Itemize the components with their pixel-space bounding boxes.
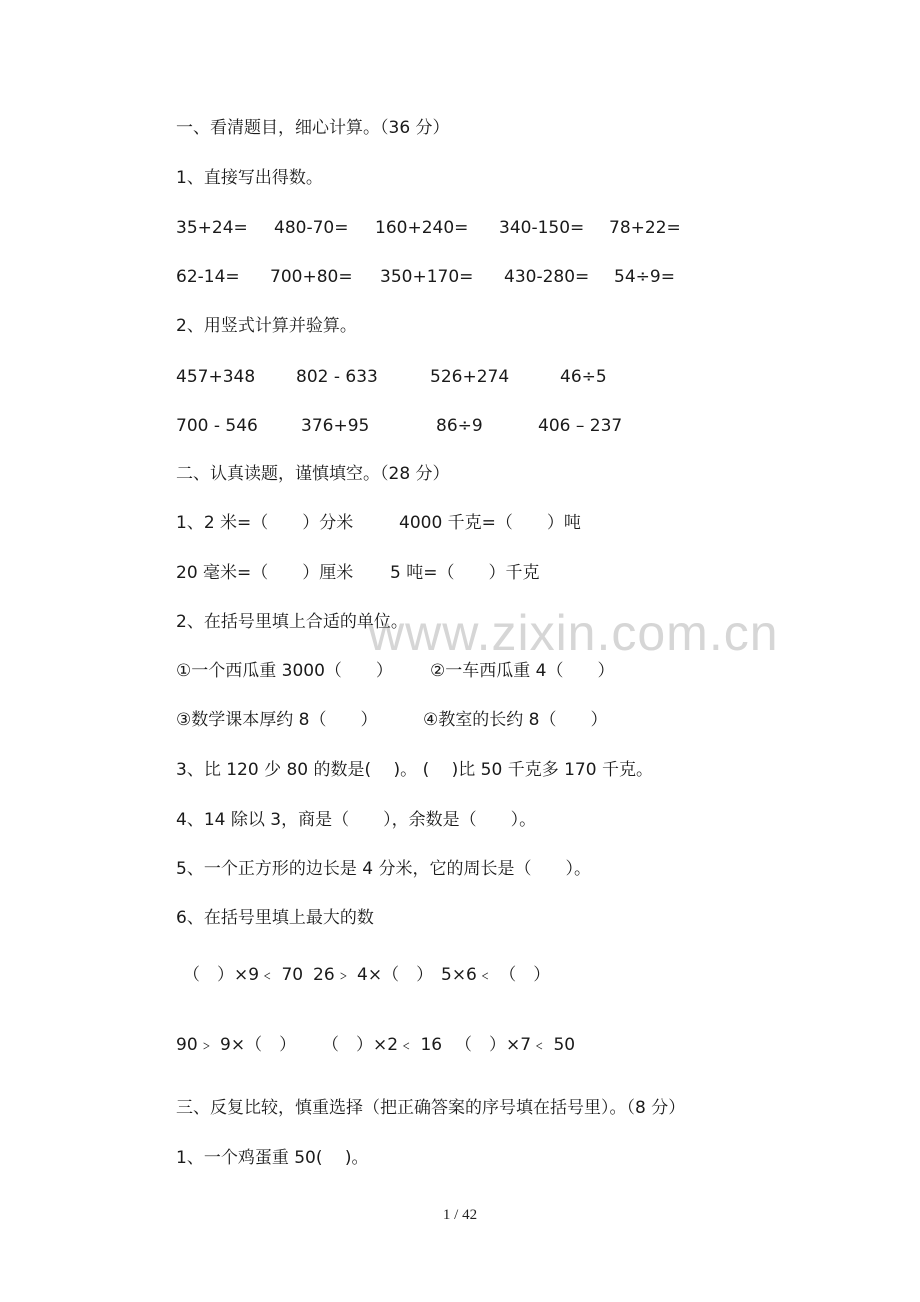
- s2-q6-r2-c1: 90﹥ 9×（ ）: [176, 1035, 297, 1055]
- s2-q1-r1-c1: 1、2 米=（ ）分米: [176, 513, 354, 533]
- s1-q1-r2-c5: 54÷9=: [614, 267, 675, 287]
- s2-q2-r1-c1: ①一个西瓜重 3000（ ）: [176, 661, 393, 681]
- s2-q2-r2-c2: ④教室的长约 8（ ）: [423, 710, 608, 730]
- section3-heading: 三、反复比较，慎重选择（把正确答案的序号填在括号里）。（8 分）: [176, 1098, 686, 1118]
- s2-q6-r2-c2: （ ）×2﹤ 16: [322, 1035, 443, 1055]
- s1-q1-r1-c1: 35+24=: [176, 218, 248, 238]
- s2-q3: 3、比 120 少 80 的数是( )。 ( )比 50 千克多 170 千克。: [176, 760, 653, 780]
- s1-q1-r1-c4: 340-150=: [499, 218, 585, 238]
- s2-q6-r1-c3: 5×6﹤ （ ）: [441, 965, 551, 985]
- s1-q2-r2-c2: 376+95: [301, 416, 370, 436]
- s1-q1-r1-c2: 480-70=: [274, 218, 349, 238]
- page-current: 1: [442, 1207, 451, 1223]
- s1-q2-r1-c2: 802 - 633: [296, 367, 378, 387]
- s1-q2-r1-c4: 46÷5: [560, 367, 607, 387]
- s1-q1-r2-c4: 430-280=: [504, 267, 590, 287]
- s2-q1-r2-c1: 20 毫米=（ ）厘米: [176, 563, 354, 583]
- s1-q1-r2-c1: 62-14=: [176, 267, 240, 287]
- s1-q2-r2-c3: 86÷9: [436, 416, 483, 436]
- watermark-text: www.zixin.com.cn: [368, 605, 779, 661]
- s2-q1-r2-c2: 5 吨=（ ）千克: [390, 563, 540, 583]
- s1-q2-r1-c1: 457+348: [176, 367, 256, 387]
- s1-q1-r2-c2: 700+80=: [270, 267, 353, 287]
- s2-q6-r1-c2: 26﹥ 4×（ ）: [313, 965, 434, 985]
- s2-q2-title: 2、在括号里填上合适的单位。: [176, 612, 408, 632]
- s1-q2-r2-c4: 406 – 237: [538, 416, 623, 436]
- s2-q6-title: 6、在括号里填上最大的数: [176, 908, 374, 928]
- s2-q2-r1-c2: ②一车西瓜重 4（ ）: [430, 661, 615, 681]
- s2-q1-r1-c2: 4000 千克=（ ）吨: [399, 513, 581, 533]
- s1-q2-title: 2、用竖式计算并验算。: [176, 316, 357, 336]
- s1-q2-r1-c3: 526+274: [430, 367, 510, 387]
- section2-heading: 二、认真读题，谨慎填空。（28 分）: [176, 464, 450, 484]
- page-separator: /: [454, 1207, 459, 1223]
- s1-q1-r1-c3: 160+240=: [375, 218, 469, 238]
- s2-q2-r2-c1: ③数学课本厚约 8（ ）: [176, 710, 378, 730]
- s3-q1: 1、一个鸡蛋重 50( )。: [176, 1148, 369, 1168]
- s1-q1-r1-c5: 78+22=: [609, 218, 681, 238]
- s2-q5: 5、一个正方形的边长是 4 分米，它的周长是（ ）。: [176, 859, 591, 879]
- page-total: 42: [462, 1207, 478, 1223]
- s1-q2-r2-c1: 700 - 546: [176, 416, 258, 436]
- s1-q1-title: 1、直接写出得数。: [176, 168, 323, 188]
- page-number: [0, 1207, 920, 1224]
- s1-q1-r2-c3: 350+170=: [380, 267, 474, 287]
- s2-q4: 4、14 除以 3，商是（ ），余数是（ ）。: [176, 810, 537, 830]
- s2-q6-r1-c1: （ ）×9﹤ 70: [183, 965, 304, 985]
- s2-q6-r2-c3: （ ）×7﹤ 50: [455, 1035, 576, 1055]
- section1-heading: 一、看清题目，细心计算。（36 分）: [176, 118, 450, 138]
